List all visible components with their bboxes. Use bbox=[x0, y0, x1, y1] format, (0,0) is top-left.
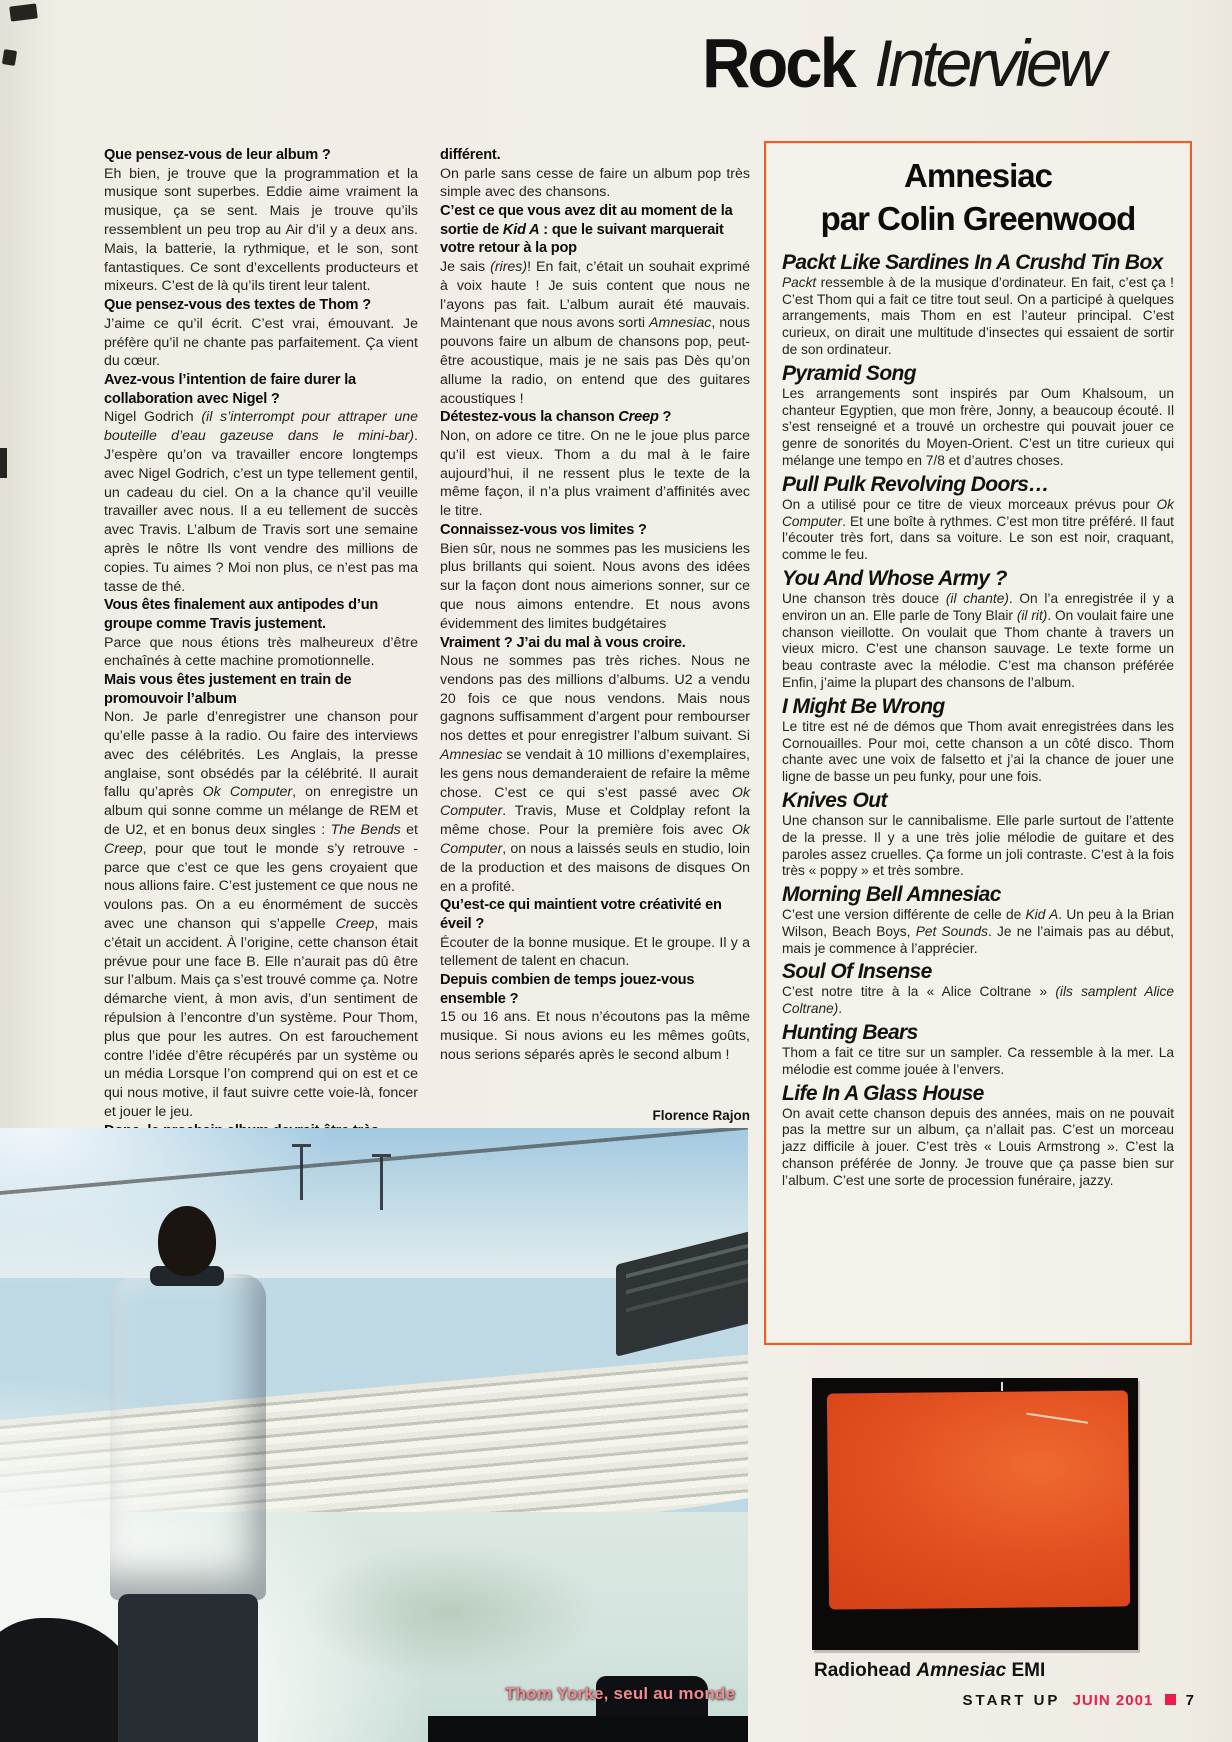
interview-question: Avez-vous l’intention de faire durer la collaboration avec Nigel ? bbox=[104, 372, 356, 407]
track-commentary: Une chanson très douce (il chante). On l’a enregistrée il y a environ un an. Elle parle de Tony Blair (il rit). On voulait faire une chanson vieillotte. On voulait que Thom chante à travers un vieux micro. C’est une chanson sauvage. Le texte forme un beau contraste avec la mélodie. C’est ma chanson préférée Enfin, j’aime la plupart des chansons de l’album. bbox=[782, 590, 1174, 690]
thom-silhouette-head bbox=[158, 1206, 216, 1276]
interview-question: Connaissez-vous vos limites ? bbox=[440, 521, 647, 538]
interview-column-2 bbox=[440, 146, 750, 1065]
magazine-name: START UP bbox=[962, 1692, 1061, 1709]
floodlight-crossbar bbox=[292, 1144, 311, 1147]
sidebar-title bbox=[782, 155, 1174, 241]
foreground-shadow bbox=[428, 1716, 748, 1742]
track-title: Pyramid Song bbox=[782, 361, 916, 385]
interview-answer: Nous ne sommes pas très riches. Nous ne vendons pas des millions d’albums. U2 a vendu 20 fois ce que nous vendons. Mais nous gagnons suffisamment d’argent pour rembourser nos dettes et pour enregistrer l’album suivant. Si Amnesiac se vendait à 10 millions d’exemplaires, les gens nous demanderaient de refaire la même chose. C’est ce qui s’est passé avec Ok Computer. Travis, Muse et Coldplay refont la même chose. Pour la première fois avec Ok Computer, on nous a laissés seuls en studio, loin de la production et des maisons de disques On en a profité. bbox=[440, 653, 750, 895]
qa-block bbox=[440, 408, 750, 521]
section-masthead bbox=[702, 24, 1103, 103]
track-title: Packt Like Sardines In A Crushd Tin Box bbox=[782, 250, 1163, 274]
author-byline: Florence Rajon bbox=[652, 1108, 750, 1123]
interview-question: Vraiment ? J’ai du mal à vous croire. bbox=[440, 634, 686, 651]
track-entry bbox=[782, 567, 1174, 692]
track-title: I Might Be Wrong bbox=[782, 694, 945, 718]
track-title: Morning Bell Amnesiac bbox=[782, 883, 1001, 907]
track-title: Knives Out bbox=[782, 788, 887, 812]
issue-date: JUIN 2001 bbox=[1072, 1692, 1154, 1709]
qa-block bbox=[104, 146, 418, 296]
qa-block bbox=[440, 146, 750, 202]
interview-answer: Parce que nous étions très malheureux d’être enchaînés à cette machine promotionnelle. bbox=[104, 634, 418, 670]
track-title: You And Whose Army ? bbox=[782, 566, 1007, 590]
interview-question: Que pensez-vous de leur album ? bbox=[104, 147, 331, 163]
interview-question: différent. bbox=[440, 147, 501, 163]
track-title: Life In A Glass House bbox=[782, 1081, 984, 1105]
interview-answer: Non, on adore ce titre. On ne le joue plus parce qu’il est vieux. Thom a du mal à le faire aujourd’hui, il ne ressent plus le texte de la même façon, il n’a plus vraiment d’affinités avec le titre. bbox=[440, 427, 750, 520]
interview-answer: Écouter de la bonne musique. Et le groupe. Il y a tellement de talent en chacun. bbox=[440, 934, 750, 970]
interview-answer: Bien sûr, nous ne sommes pas les musiciens les plus brillants qui soient. Nous avons des idées sur la façon dont nous aimerions sonner, sur ce que nous aimons entendre. Et nous avons évidemment des limites budgétaires bbox=[440, 540, 750, 632]
interview-question: Depuis combien de temps jouez-vous ensemble ? bbox=[440, 972, 695, 1007]
photo-caption: Thom Yorke, seul au monde bbox=[505, 1684, 736, 1703]
masthead-interview: Interview bbox=[874, 26, 1103, 100]
track-entry bbox=[782, 789, 1174, 880]
interview-answer: Eh bien, je trouve que la programmation et la musique sont superbes. Eddie aime vraiment la musique, ça se sent. Mais je trouve qu’ils ressemblent un peu trop au Air d’il y a deux ans. Mais, la batterie, la rythmique, et le son, sont fantastiques. Ce sont d’excellents producteurs et mixeurs. C’est de là qu’ils tirent leur talent. bbox=[104, 165, 418, 295]
track-commentary: Les arrangements sont inspirés par Oum Khalsoum, un chanteur Egyptien, que mon frère, Jonny, a beaucoup écouté. Il s’est renseigné et a trouvé un orchestre qui pouvait jouer ce genre de sonorités du Moyen-Orient. C’est un titre curieux qui mélange une tempo en 7/8 et d’autres choses. bbox=[782, 385, 1174, 468]
sidebar-title-line1: Amnesiac bbox=[904, 157, 1052, 194]
arena-floor-shadow bbox=[300, 1542, 600, 1682]
interview-column-1 bbox=[104, 146, 418, 1140]
print-mark bbox=[9, 3, 38, 21]
track-title: Pull Pulk Revolving Doors… bbox=[782, 472, 1049, 496]
qa-block bbox=[440, 971, 750, 1065]
print-mark bbox=[2, 49, 17, 66]
track-entry bbox=[782, 1021, 1174, 1079]
qa-block bbox=[440, 896, 750, 971]
interview-answer: Non. Je parle d’enregistrer une chanson pour qu’elle passe à la radio. Ou faire des interviews avec des célébrités. Les Anglais, la presse anglaise, sont obsédés par la célébrité. Il aurait fallu qu’après Ok Computer, on enregistre un album qui sonne comme un mélange de REM et de U2, et en bonus deux singles : The Bends et Creep, pour que tout le monde s’y retrouve - parce que c’est ce que les gens croyaient que nous allions faire. C’est justement ce que nous ne voulons pas. On a eu énormément de succès avec une chanson qui s’appelle Creep, mais c’était un accident. À l’origine, cette chanson était prévue pour une face B. Elle n’aurait pas dû être sur l’album. Mais ça s’est trouvé comme ça. Notre démarche vient, à mon avis, d’un sentiment de répulsion à l’encontre d’un système. Pour Thom, plus que pour les autres. On est farouchement contre l’idée d’être récupérés par un système ou un média Lorsque l’on comprend qui on est et ce qui nous motive, il faut suivre cette voie-là, foncer et jouer le jeu. bbox=[104, 709, 418, 1121]
qa-block bbox=[440, 634, 750, 897]
qa-block bbox=[104, 296, 418, 371]
track-entry bbox=[782, 1082, 1174, 1190]
album-caption bbox=[814, 1660, 1144, 1682]
interview-question: Vous êtes finalement aux antipodes d’un groupe comme Travis justement. bbox=[104, 597, 379, 632]
track-list bbox=[782, 251, 1174, 1190]
track-commentary: C’est notre titre à la « Alice Coltrane » (ils samplent Alice Coltrane). bbox=[782, 984, 1174, 1017]
track-commentary: C’est une version différente de celle de Kid A. Un peu à la Brian Wilson, Beach Boys, Pet Sounds. Je ne l’aimais pas au début, mais je commence à l’apprécier. bbox=[782, 907, 1174, 956]
track-commentary: Une chanson sur le cannibalisme. Elle parle surtout de l’attente de la presse. Il y a une très jolie mélodie de guitare et des paroles assez cruelles. Ça forme un joli contraste. C’est à la fois très « poppy » et très sombre. bbox=[782, 812, 1174, 879]
track-entry bbox=[782, 883, 1174, 957]
interview-answer: Je sais (rires)! En fait, c’était un souhait exprimé à voix haute ! Je suis content que nous ne l’ayons pas fait. L’album aurait été mauvais. Maintenant que nous avons sorti Amnesiac, nous pouvons faire un album de chansons pop, peut-être acoustique, mais je ne sais pas Dès qu’on allume la radio, on entend que des guitares acoustiques ! bbox=[440, 258, 750, 407]
interview-answer: On parle sans cesse de faire un album pop très simple avec des chansons. bbox=[440, 165, 750, 201]
track-commentary: On avait cette chanson depuis des années, mais on ne pouvait pas la mettre sur un album, ça n’allait pas. C’est un morceau jazz difficile à jouer. C’est très « Louis Armstrong ». C’est la chanson préférée de Jonny. Je trouve que ça passe bien sur l’album. C’est une sorte de procession funéraire, jazzy. bbox=[782, 1105, 1174, 1188]
qa-block bbox=[104, 596, 418, 671]
cover-scratch-mark bbox=[1001, 1382, 1003, 1391]
interview-answer: J’aime ce qu’il écrit. C’est vrai, émouvant. Je préfère qu’il ne chante pas parfaitement. Ça vient du cœur. bbox=[104, 315, 418, 370]
qa-block bbox=[104, 371, 418, 596]
interview-question: Que pensez-vous des textes de Thom ? bbox=[104, 297, 371, 314]
track-entry bbox=[782, 960, 1174, 1018]
track-entry bbox=[782, 473, 1174, 564]
album-label: EMI bbox=[1011, 1660, 1046, 1681]
amnesiac-sidebar bbox=[764, 141, 1192, 1345]
masthead-rock: Rock bbox=[702, 24, 854, 103]
thom-silhouette-lower bbox=[118, 1594, 258, 1742]
track-entry bbox=[782, 362, 1174, 470]
interview-question: C’est ce que vous avez dit au moment de la sortie de Kid A : que le suivant marquerait votre retour à la pop bbox=[440, 203, 733, 257]
print-mark bbox=[0, 448, 7, 478]
sidebar-title-line2: par Colin Greenwood bbox=[820, 199, 1136, 237]
track-entry bbox=[782, 251, 1174, 359]
qa-block bbox=[440, 202, 750, 408]
track-commentary: On a utilisé pour ce titre de vieux morceaux prévus pour Ok Computer. Et une boîte à rythmes. C’est mon titre préféré. Il faut l’écouter très fort, dans sa voiture. Le son est noir, craquant, comme le feu. bbox=[782, 496, 1174, 563]
thom-yorke-photo bbox=[0, 1128, 748, 1742]
cover-red-book bbox=[827, 1390, 1130, 1609]
interview-answer: 15 ou 16 ans. Et nous n’écoutons pas la même musique. Si nous avions eu les mêmes goûts, nous serions séparés après le second album ! bbox=[440, 1009, 750, 1064]
interview-question: Mais vous êtes justement en train de promouvoir l’album bbox=[104, 672, 352, 707]
qa-block bbox=[440, 521, 750, 634]
album-artist: Radiohead bbox=[814, 1660, 912, 1681]
track-commentary: Le titre est né de démos que Thom avait enregistrées dans les Cornouailles. Pour moi, cette chanson a un côté disco. Thom chante avec une voix de falsetto et j’ai la chance de jouer une ligne de basse un peu funky, pour une fois. bbox=[782, 718, 1174, 785]
red-square-icon bbox=[1165, 1694, 1176, 1705]
cover-scratch-line bbox=[1026, 1413, 1088, 1424]
track-entry bbox=[782, 695, 1174, 786]
album-title: Amnesiac bbox=[916, 1660, 1007, 1681]
track-commentary: Packt ressemble à de la musique d’ordinateur. En fait, c’est ça ! C’est Thom qui a fait ce titre tout seul. On a participé à quelques arrangements, mais Thom en est l’auteur principal. C’est curieux, on dirait une multitude d’insectes qui essaient de sortir de son ordinateur. bbox=[782, 274, 1174, 357]
page-footer bbox=[963, 1692, 1194, 1709]
track-commentary: Thom a fait ce titre sur un sampler. Ca ressemble à la mer. La mélodie est comme jouée à l’envers. bbox=[782, 1045, 1174, 1077]
track-title: Hunting Bears bbox=[782, 1021, 918, 1045]
amnesiac-album-cover bbox=[812, 1378, 1138, 1650]
qa-block bbox=[104, 671, 418, 1122]
interview-question: Qu’est-ce qui maintient votre créativité en éveil ? bbox=[440, 897, 722, 933]
thom-silhouette-jacket bbox=[110, 1274, 266, 1600]
page-number: 7 bbox=[1185, 1692, 1194, 1709]
interview-answer: Nigel Godrich (il s’interrompt pour attraper une bouteille d’eau gazeuse dans le mini-bar). J’espère qu’on va travailler encore longtemps avec Nigel Godrich, c’est un type tellement gentil, un cadeau du ciel. On a la chance qu’il veuille travailler avec nous. Il a eu tellement de succès avec Travis. L’album de Travis sort une semaine après le nôtre Ils vont vendre des millions de copies. Tu aimes ? Moi non plus, ce n’est pas ma tasse de thé. bbox=[104, 409, 418, 595]
interview-question: Détestez-vous la chanson Creep ? bbox=[440, 409, 672, 426]
track-title: Soul Of Insense bbox=[782, 960, 932, 984]
